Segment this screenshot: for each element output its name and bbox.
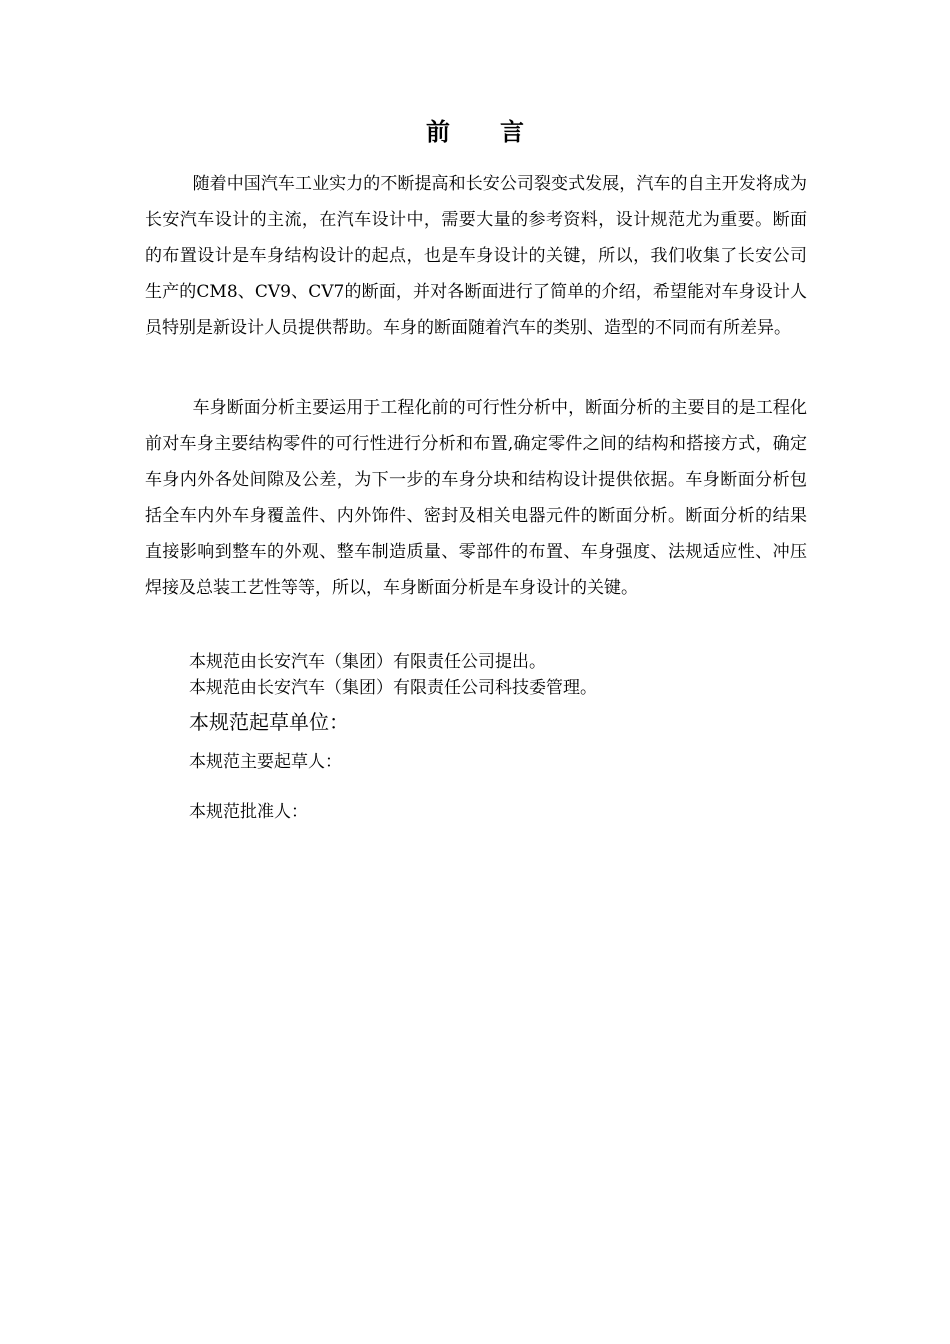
- approver-label: 本规范批准人：: [189, 802, 308, 822]
- intro-paragraph-2: 车身断面分析主要运用于工程化前的可行性分析中，断面分析的主要目的是工程化前对车身主要结构零件的可行性进行分析和布置,确定零件之间的结构和搭接方式，确定车身内外各处间隙及公差，为下一步的车身分块和结构设计提供依据。车身断面分析包括全车内外车身覆盖件、内外饰件、密封及相关电器元件的断面分析。断面分析的结果直接影响到整车的外观、整车制造质量、零部件的布置、车身强度、法规适应性、冲压焊接及总装工艺性等等，所以，车身断面分析是车身设计的关键。: [145, 398, 807, 598]
- proposer-statement: 本规范由长安汽车（集团）有限责任公司提出。: [189, 652, 546, 672]
- main-drafter-label: 本规范主要起草人：: [189, 752, 342, 772]
- drafting-unit-label: 本规范起草单位：: [189, 710, 349, 734]
- page-title: 前言: [426, 118, 574, 146]
- intro-paragraph-1: 随着中国汽车工业实力的不断提高和长安公司裂变式发展，汽车的自主开发将成为长安汽车设计的主流，在汽车设计中，需要大量的参考资料，设计规范尤为重要。断面的布置设计是车身结构设计的起点，也是车身设计的关键，所以，我们收集了长安公司生产的CM8、CV9、CV7的断面，并对各断面进行了简单的介绍，希望能对车身设计人员特别是新设计人员提供帮助。车身的断面随着汽车的类别、造型的不同而有所差异。: [145, 174, 807, 338]
- management-statement: 本规范由长安汽车（集团）有限责任公司科技委管理。: [189, 678, 597, 698]
